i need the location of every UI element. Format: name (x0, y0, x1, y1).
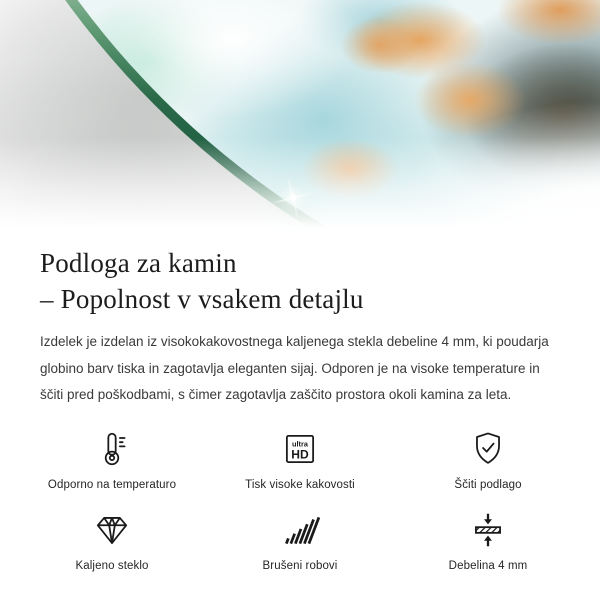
feature-label: Brušeni robovi (262, 560, 338, 573)
feature-item-print-quality (206, 424, 394, 491)
product-description: Izdelek je izdelan iz visokokakovostnega kaljenega stekla debeline 4 mm, ki poudarja globino barv tiska in zagotavlja eleganten sijaj. Odporen je na visoke temperature in ščiti pred poškodbami, s čimer zagotavlja zaščito prostora okoli kamina za leta. (40, 334, 549, 402)
feature-item-tempered-glass (18, 505, 206, 572)
shield-check-icon (467, 428, 509, 470)
feature-label: Tisk visoke kakovosti (245, 479, 355, 492)
page-title (40, 246, 560, 317)
svg-text:ultra: ultra (292, 439, 308, 449)
feature-item-temperature (18, 424, 206, 491)
feature-label: Debelina 4 mm (448, 560, 528, 573)
features-grid (18, 424, 582, 572)
feature-item-thickness (394, 505, 582, 572)
ultra-hd-icon (279, 428, 321, 470)
feature-label: Ščiti podlago (454, 479, 522, 492)
thermometer-icon (91, 428, 133, 470)
feature-label: Odporno na temperaturo (47, 479, 177, 492)
product-info-section (0, 246, 600, 408)
thickness-arrows-icon (467, 509, 509, 551)
hatched-edge-icon (279, 509, 321, 551)
feature-item-brushed-edges (206, 505, 394, 572)
svg-text:HD: HD (291, 447, 309, 462)
page-title-line2: – Popolnost v vsakem detajlu (40, 283, 364, 314)
feature-label: Kaljeno steklo (75, 560, 149, 573)
page-title-line1: Podloga za kamin (40, 248, 237, 278)
product-photo (0, 0, 600, 238)
diamond-icon (91, 509, 133, 551)
feature-item-protects (394, 424, 582, 491)
